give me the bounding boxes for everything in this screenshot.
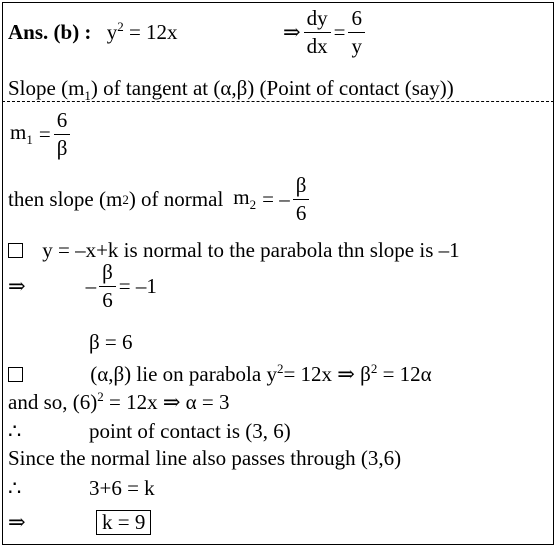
since-line: Since the normal line also passes through (3,6): [8, 446, 402, 470]
six-over-y-fraction: $\frac{6}{y}$: [348, 8, 365, 57]
k-sum-line: ∴ 3+6 = k: [8, 476, 155, 500]
implies-symbol: ⇒: [8, 274, 26, 298]
therefore-symbol: ∴: [8, 419, 22, 443]
slope-tangent-line: Slope $(m_1)$ of tangent at (α,β) (Point of contact (say)): [8, 76, 454, 104]
m2-fraction: $\frac{\beta}{6}$: [293, 175, 310, 224]
equation-lhs: $y^2 = 12x$: [106, 19, 178, 44]
normal-line-statement: y = –x+k is normal to the parabola thn slope is –1: [8, 240, 460, 261]
and-so-line: and so, $(6)^2 = 12x$ ⇒ α = 3: [8, 389, 230, 414]
m1-fraction: $\frac{6}{\beta}$: [54, 110, 71, 159]
therefore-symbol: ∴: [8, 476, 22, 500]
checkbox-icon: [8, 367, 23, 382]
answer-line: [8, 20, 178, 43]
beta-value: β = 6: [89, 330, 133, 354]
dy-dx-fraction: $\frac{dy}{dx}$: [304, 8, 331, 57]
final-answer-line: [8, 510, 146, 534]
parabola-condition: (α,β) lie on parabola $y^2= 12x$ ⇒ $\beta^2 = 12\alpha$: [8, 362, 432, 385]
answer-label: Ans. (b) :: [8, 20, 92, 44]
normal-slope-line: then slope (m 2 ) of normal $m_2$ = – $\frac{\beta}{6}$: [8, 175, 312, 224]
implies-equation: ⇒ – $\frac{\beta}{6}$ = –1: [8, 260, 157, 312]
contact-point-line: ∴ point of contact is (3, 6): [8, 419, 291, 443]
implies-symbol: ⇒: [8, 510, 26, 534]
m1-equation: $m_1$ = $\frac{6}{\beta}$: [10, 110, 73, 159]
implies-symbol: ⇒: [283, 20, 301, 44]
final-answer-box: k = 9: [96, 510, 151, 535]
derivative-expression: ⇒ $\frac{dy}{dx}$ = $\frac{6}{y}$: [283, 8, 368, 57]
checkbox-icon: [8, 243, 23, 258]
beta-over-six-fraction: $\frac{\beta}{6}$: [99, 262, 116, 311]
